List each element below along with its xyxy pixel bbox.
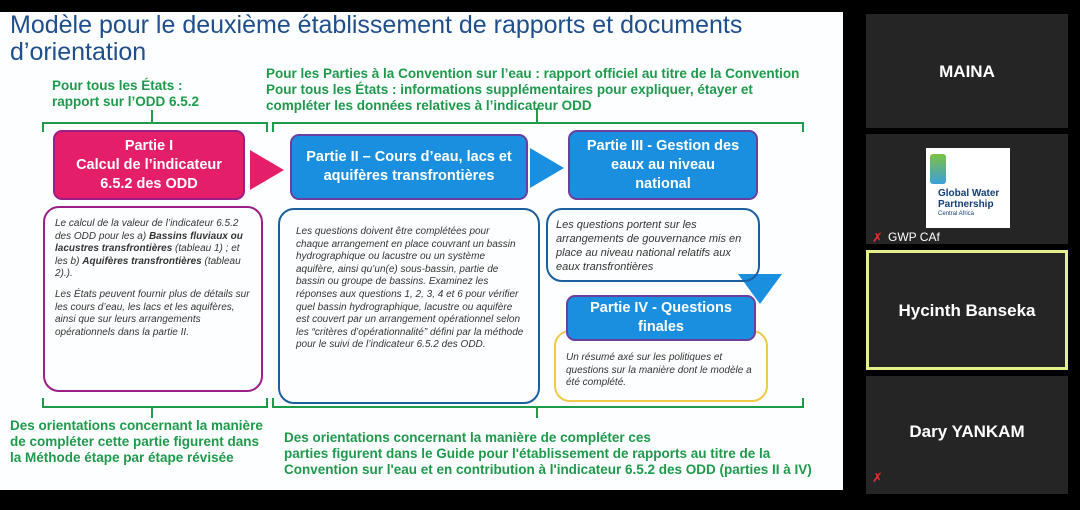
part-2-box: Partie II – Cours d’eau, lacs et aquifères transfrontières [290, 134, 528, 200]
bracket-bottom-right-tick [536, 408, 538, 418]
mic-muted-icon: ✗ [872, 470, 883, 485]
part-3-description: Les questions portent sur les arrangements de gouvernance mis en place au niveau national relatifs aux eaux transfrontières [546, 208, 760, 282]
part-1-box: Partie I Calcul de l’indicateur 6.5.2 des ODD [53, 130, 245, 200]
slide-title: Modèle pour le deuxième établissement de rapports et documents d’orientation [10, 12, 743, 66]
participant-tile-maina[interactable]: MAINA [866, 14, 1068, 128]
arrow-right-icon [530, 148, 566, 188]
bracket-top-right-tick [536, 108, 538, 122]
part-1-description: Le calcul de la valeur de l’indicateur 6.5.2 des ODD pour les a) Bassins fluviaux ou lacustres transfrontières (tableau 1) ; et les b) Aquifères transfrontières (tableau 2).). Les États peuvent fournir plus de détails sur les cours d’eau, les lacs et les aquifères, ainsi que sur leurs arrangements opérationnels dans la partie II. [43, 206, 263, 392]
participant-tile-dary-yankam[interactable]: Dary YANKAM ✗ [866, 376, 1068, 494]
shared-slide [0, 12, 843, 490]
participant-tile-gwp[interactable]: Global Water Partnership Central Africa ✗ GWP CAf [866, 134, 1068, 244]
part-2-description: Les questions doivent être complétées pour chaque arrangement en place couvrant un bassin hydrographique ou lacustre ou un système aquifère, ainsi qu’un(e) sous-bassin, partie de bassin ou groupe de bassins. Examinez les réponses aux questions 1, 2, 3, 4 et 6 pour vérifier quel bassin hydrographique, lacustre ou aquifère est couvert par un arrangement opérationnel selon les “critères d’opérationnalité” défini par la méthode pour le suivi de l’indicateur 6.5.2 des ODD. [278, 208, 540, 404]
part-4-box: Partie IV - Questions finales [566, 295, 756, 341]
bracket-top-left-tick [151, 110, 153, 122]
footer-right-note: Des orientations concernant la manière de compléter ces parties figurent dans le Guide pour l'établissement de rapports au titre de la Convention sur l'eau et en contribution à l'indicateur 6.5.2 des ODD (parties II à IV) [284, 430, 812, 477]
gwp-logo: Global Water Partnership Central Africa [926, 148, 1010, 228]
bracket-bottom-left-tick [151, 408, 153, 418]
right-header: Pour les Parties à la Convention sur l’eau : rapport officiel au titre de la Convention Pour tous les États : informations supplémentaires pour expliquer, étayer et compléter les données relatives à l’indicateur ODD [266, 66, 800, 113]
mic-muted-icon: ✗ [872, 230, 883, 245]
arrow-right-icon [250, 150, 286, 190]
bracket-bottom-right [272, 398, 804, 408]
footer-left-note: Des orientations concernant la manière de compléter cette partie figurent dans la Méthode étape par étape révisée [10, 418, 263, 465]
part-3-box: Partie III - Gestion des eaux au niveau national [568, 130, 758, 200]
logo-mark-icon [930, 154, 946, 184]
left-header: Pour tous les États : rapport sur l’ODD 6.5.2 [52, 78, 200, 109]
participant-tile-hycinth-banseka[interactable]: Hycinth Banseka [866, 250, 1068, 370]
part-4-description: Un résumé axé sur les politiques et questions sur la manière dont le modèle a été complété. [554, 330, 768, 402]
bracket-bottom-left [42, 398, 268, 408]
